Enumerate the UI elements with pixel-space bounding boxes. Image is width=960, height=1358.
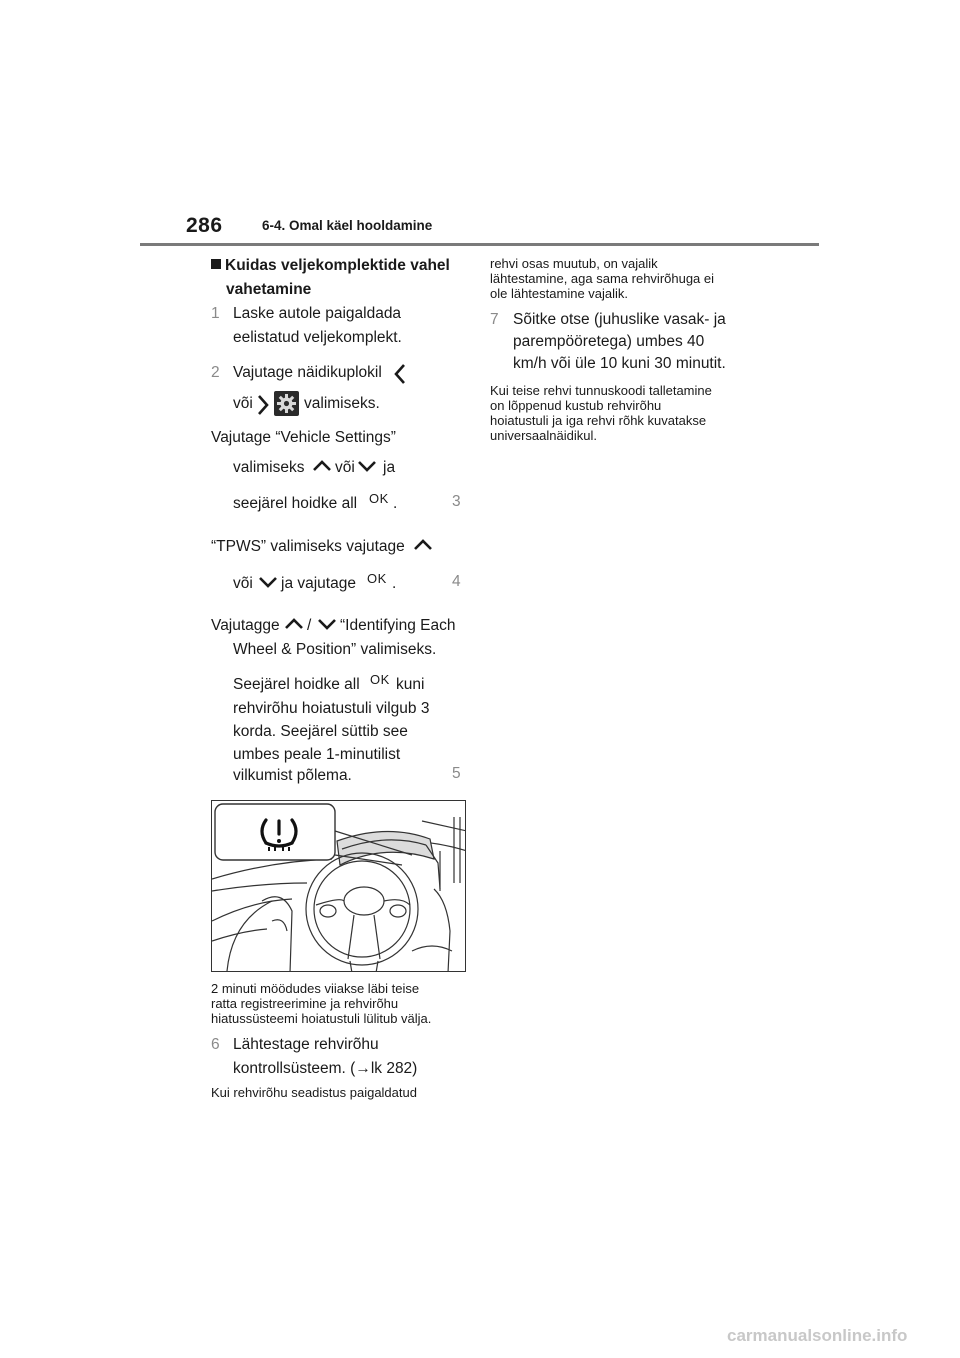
chevron-down-icon xyxy=(317,617,337,631)
step-2: 2 Vajutage näidikuplokil xyxy=(211,364,382,381)
para-identify-6: umbes peale 1-minutilist xyxy=(233,746,401,763)
right-note-line-3: hoiatustuli ja iga rehvi rõhk kuvatakse xyxy=(490,413,707,428)
and-text: ja xyxy=(383,459,396,476)
step-6-continuation: kontrollsüsteem. (→lk 282) xyxy=(233,1060,418,1077)
right-continuation-line-2: lähtestamine, aga sama rehvirõhuga ei xyxy=(490,271,715,286)
watermark: carmanualsonline.info xyxy=(727,1326,908,1345)
para-identify-7: vilkumist põlema. xyxy=(233,767,352,784)
dashboard-line-art xyxy=(212,801,466,972)
step-7: 7 Sõitke otse (juhuslike vasak- ja xyxy=(490,311,726,328)
gear-icon xyxy=(274,391,299,416)
para-identify-3: Seejärel hoidke all xyxy=(233,676,360,693)
ok-button-icon: OK xyxy=(369,491,389,506)
note-line-1: Kui rehvirõhu seadistus paigaldatud xyxy=(211,1085,417,1100)
chevron-up-icon xyxy=(413,538,433,552)
step-ref-5: 5 xyxy=(452,765,461,782)
step-7-line-2: parempööretega) umbes 40 xyxy=(513,333,705,350)
step-2-continuation: või xyxy=(233,395,253,412)
step-1: 1 Laske autole paigaldada xyxy=(211,305,402,322)
para-vehicle-settings-3: seejärel hoidke all xyxy=(233,495,358,512)
chevron-down-icon xyxy=(357,459,377,473)
step-6: 6 Lähtestage rehvirõhu xyxy=(211,1036,379,1053)
step-7-line-3: km/h või üle 10 kuni 30 minutit. xyxy=(513,355,726,372)
ok-button-icon: OK xyxy=(370,672,390,687)
header-divider xyxy=(140,243,819,246)
chevron-left-icon xyxy=(393,363,407,385)
right-continuation-line-3: ole lähtestamine vajalik. xyxy=(490,286,629,301)
para-identify-4: rehvirõhu hoiatustuli vilgub 3 xyxy=(233,700,430,717)
right-continuation-line-1: rehvi osas muutub, on vajalik xyxy=(490,256,658,271)
chevron-down-icon xyxy=(258,575,278,589)
figure-caption-line-2: ratta registreerimine ja rehvirõhu xyxy=(211,996,399,1011)
step-1-continuation: eelistatud veljekomplekt. xyxy=(233,329,402,346)
right-note-line-2: on lõppenud kustub rehvirõhu xyxy=(490,398,662,413)
section-title: 6-4. Omal käel hooldamine xyxy=(262,218,433,233)
chevron-right-icon xyxy=(256,394,270,416)
ok-button-icon: OK xyxy=(367,571,387,586)
step-ref-3: 3 xyxy=(452,493,461,510)
para-identify: Vajutagge xyxy=(211,617,280,634)
subheading: Kuidas veljekomplektide vahel xyxy=(211,254,450,278)
step-ref-4: 4 xyxy=(452,573,461,590)
page-number: 286 xyxy=(186,214,223,237)
square-bullet-icon xyxy=(211,259,221,269)
para-tpws: “TPWS” valimiseks vajutage xyxy=(211,538,405,555)
step-2-action: valimiseks. xyxy=(304,395,380,412)
or-text: või xyxy=(335,459,355,476)
para-vehicle-settings: Vajutage “Vehicle Settings” xyxy=(211,429,396,446)
para-identify-2: Wheel & Position” valimiseks. xyxy=(233,641,437,658)
para-identify-5: korda. Seejärel süttib see xyxy=(233,723,408,740)
figure-caption-line-1: 2 minuti möödudes viiakse läbi teise xyxy=(211,981,420,996)
chevron-up-icon xyxy=(312,459,332,473)
subheading-continuation: vahetamine xyxy=(226,281,312,298)
dashboard-illustration xyxy=(211,800,466,972)
right-note-line-4: universaalnäidikul. xyxy=(490,428,597,443)
chevron-up-icon xyxy=(284,617,304,631)
right-note-line-1: Kui teise rehvi tunnuskoodi talletamine xyxy=(490,383,712,398)
figure-caption-line-3: hiatussüsteemi hoiatustuli lülitub välja. xyxy=(211,1011,432,1026)
para-vehicle-settings-2: valimiseks xyxy=(233,459,305,476)
para-tpws-2: või xyxy=(233,575,253,592)
